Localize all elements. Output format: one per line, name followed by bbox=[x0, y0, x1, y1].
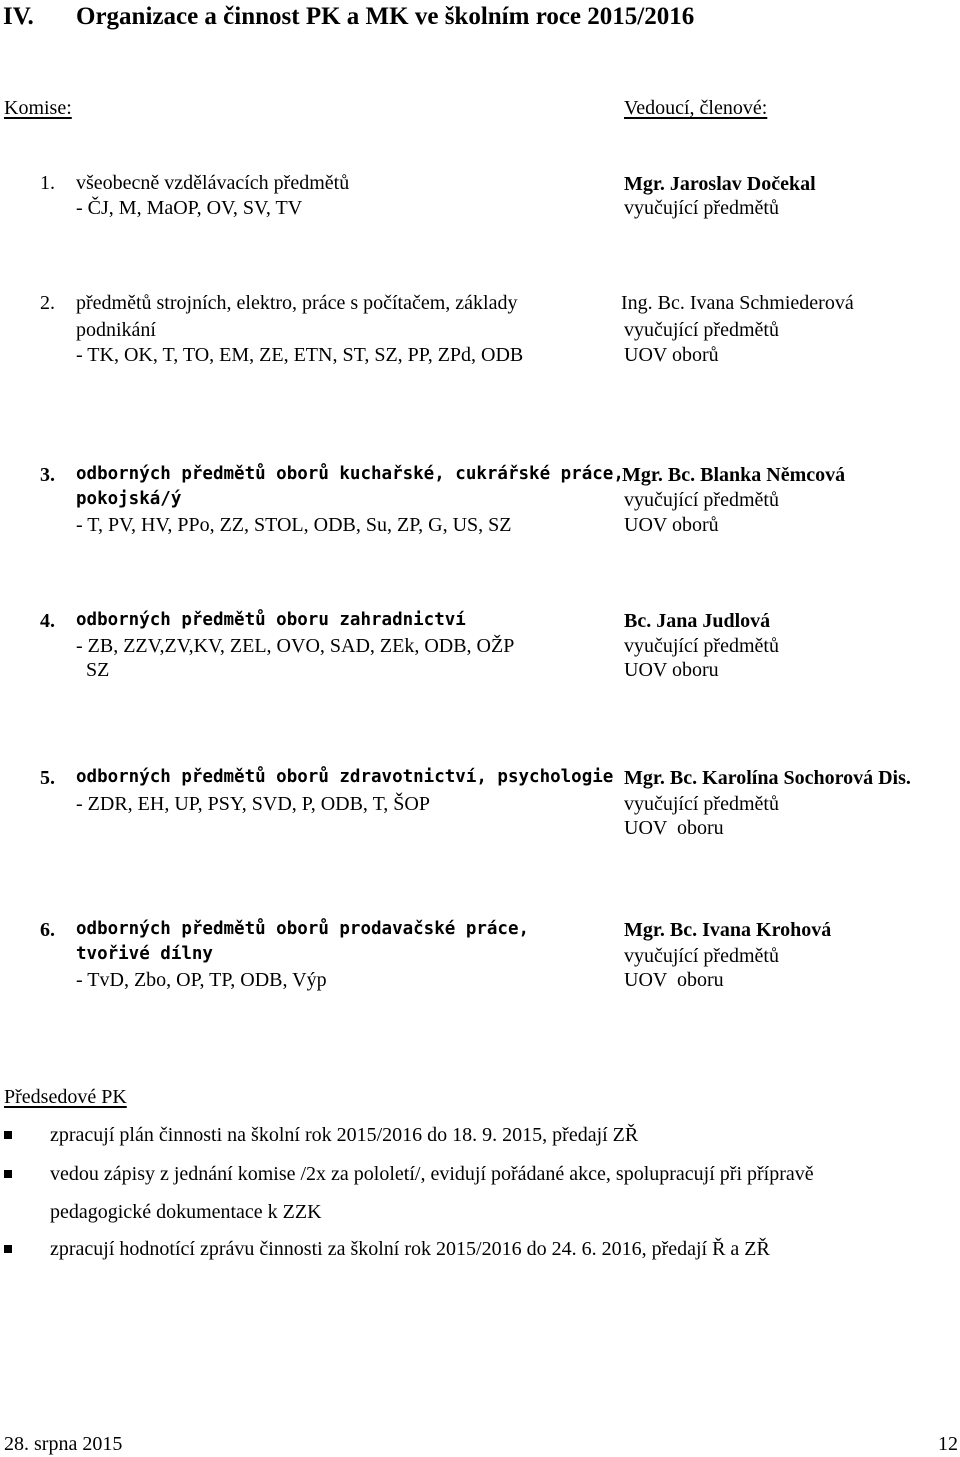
section-number: IV. bbox=[3, 3, 34, 30]
column-heading-leaders: Vedoucí, členové: bbox=[624, 97, 768, 119]
committee-4-leader: Bc. Jana Judlová bbox=[624, 610, 771, 632]
column-heading-committees: Komise: bbox=[4, 97, 72, 119]
committee-4-member-2: UOV oboru bbox=[624, 659, 719, 681]
chairs-item-2: vedou zápisy z jednání komise /2x za pololetí/, evidují pořádané akce, spolupracují při přípravě bbox=[50, 1163, 814, 1185]
committee-2-leader: Ing. Bc. Ivana Schmiederová bbox=[621, 292, 854, 314]
committee-5-subjects: - ZDR, EH, UP, PSY, SVD, P, ODB, T, ŠOP bbox=[76, 793, 430, 815]
committee-6-member-1: vyučující předmětů bbox=[624, 945, 779, 967]
committee-5-member-2: UOV oboru bbox=[624, 817, 724, 839]
committee-2-number: 2. bbox=[40, 292, 55, 314]
committee-1-subjects: - ČJ, M, MaOP, OV, SV, TV bbox=[76, 197, 303, 219]
committee-2-name-line-1: předmětů strojních, elektro, práce s počítačem, základy bbox=[76, 292, 518, 314]
committee-5-member-1: vyučující předmětů bbox=[624, 793, 779, 815]
committee-3-name-line-1: odborných předmětů oborů kuchařské, cukrářské práce, bbox=[76, 464, 624, 484]
chairs-item-3: zpracují hodnotící zprávu činnosti za školní rok 2015/2016 do 24. 6. 2016, předají Ř a ZŘ bbox=[50, 1238, 770, 1260]
committee-5-leader: Mgr. Bc. Karolína Sochorová Dis. bbox=[624, 767, 911, 789]
committee-4-name: odborných předmětů oboru zahradnictví bbox=[76, 610, 466, 630]
committee-2-member-2: UOV oborů bbox=[624, 344, 719, 366]
committee-1-leader: Mgr. Jaroslav Dočekal bbox=[624, 173, 816, 195]
committee-3-name-line-2: pokojská/ý bbox=[76, 489, 182, 509]
committee-1-members: vyučující předmětů bbox=[624, 197, 779, 219]
committee-4-member-1: vyučující předmětů bbox=[624, 635, 779, 657]
committee-6-leader: Mgr. Bc. Ivana Krohová bbox=[624, 919, 832, 941]
footer-date: 28. srpna 2015 bbox=[4, 1433, 123, 1455]
committee-3-number: 3. bbox=[40, 464, 55, 486]
committee-6-name-line-2: tvořivé dílny bbox=[76, 944, 213, 964]
chairs-item-2-continuation: pedagogické dokumentace k ZZK bbox=[50, 1201, 322, 1223]
committee-3-member-1: vyučující předmětů bbox=[624, 489, 779, 511]
committee-4-number: 4. bbox=[40, 610, 55, 632]
committee-4-subjects-line-1: - ZB, ZZV,ZV,KV, ZEL, OVO, SAD, ZEk, ODB, OŽP bbox=[76, 635, 515, 657]
committee-5-name: odborných předmětů oborů zdravotnictví, psychologie bbox=[76, 767, 614, 787]
committee-5-number: 5. bbox=[40, 767, 55, 789]
committee-2-member-1: vyučující předmětů bbox=[624, 319, 779, 341]
chairs-item-1: zpracují plán činnosti na školní rok 2015/2016 do 18. 9. 2015, předají ZŘ bbox=[50, 1124, 639, 1146]
committee-3-leader: Mgr. Bc. Blanka Němcová bbox=[622, 464, 846, 486]
committee-6-number: 6. bbox=[40, 919, 55, 941]
committee-3-subjects: - T, PV, HV, PPo, ZZ, STOL, ODB, Su, ZP, G, US, SZ bbox=[76, 514, 512, 536]
bullet-icon bbox=[4, 1131, 12, 1139]
bullet-icon bbox=[4, 1245, 12, 1253]
committee-6-member-2: UOV oboru bbox=[624, 969, 724, 991]
chairs-heading: Předsedové PK bbox=[4, 1086, 127, 1108]
committee-3-member-2: UOV oborů bbox=[624, 514, 719, 536]
committee-2-name-line-2: podnikání bbox=[76, 319, 156, 341]
committee-6-name-line-1: odborných předmětů oborů prodavačské práce, bbox=[76, 919, 530, 939]
committee-4-subjects-line-2: SZ bbox=[86, 659, 110, 681]
page-title: Organizace a činnost PK a MK ve školním roce 2015/2016 bbox=[76, 3, 695, 30]
committee-6-subjects: - TvD, Zbo, OP, TP, ODB, Výp bbox=[76, 969, 327, 991]
committee-1-name: všeobecně vzdělávacích předmětů bbox=[76, 172, 350, 194]
committee-2-subjects: - TK, OK, T, TO, EM, ZE, ETN, ST, SZ, PP, ZPd, ODB bbox=[76, 344, 524, 366]
committee-1-number: 1. bbox=[40, 172, 55, 194]
bullet-icon bbox=[4, 1170, 12, 1178]
page-number: 12 bbox=[938, 1433, 958, 1455]
